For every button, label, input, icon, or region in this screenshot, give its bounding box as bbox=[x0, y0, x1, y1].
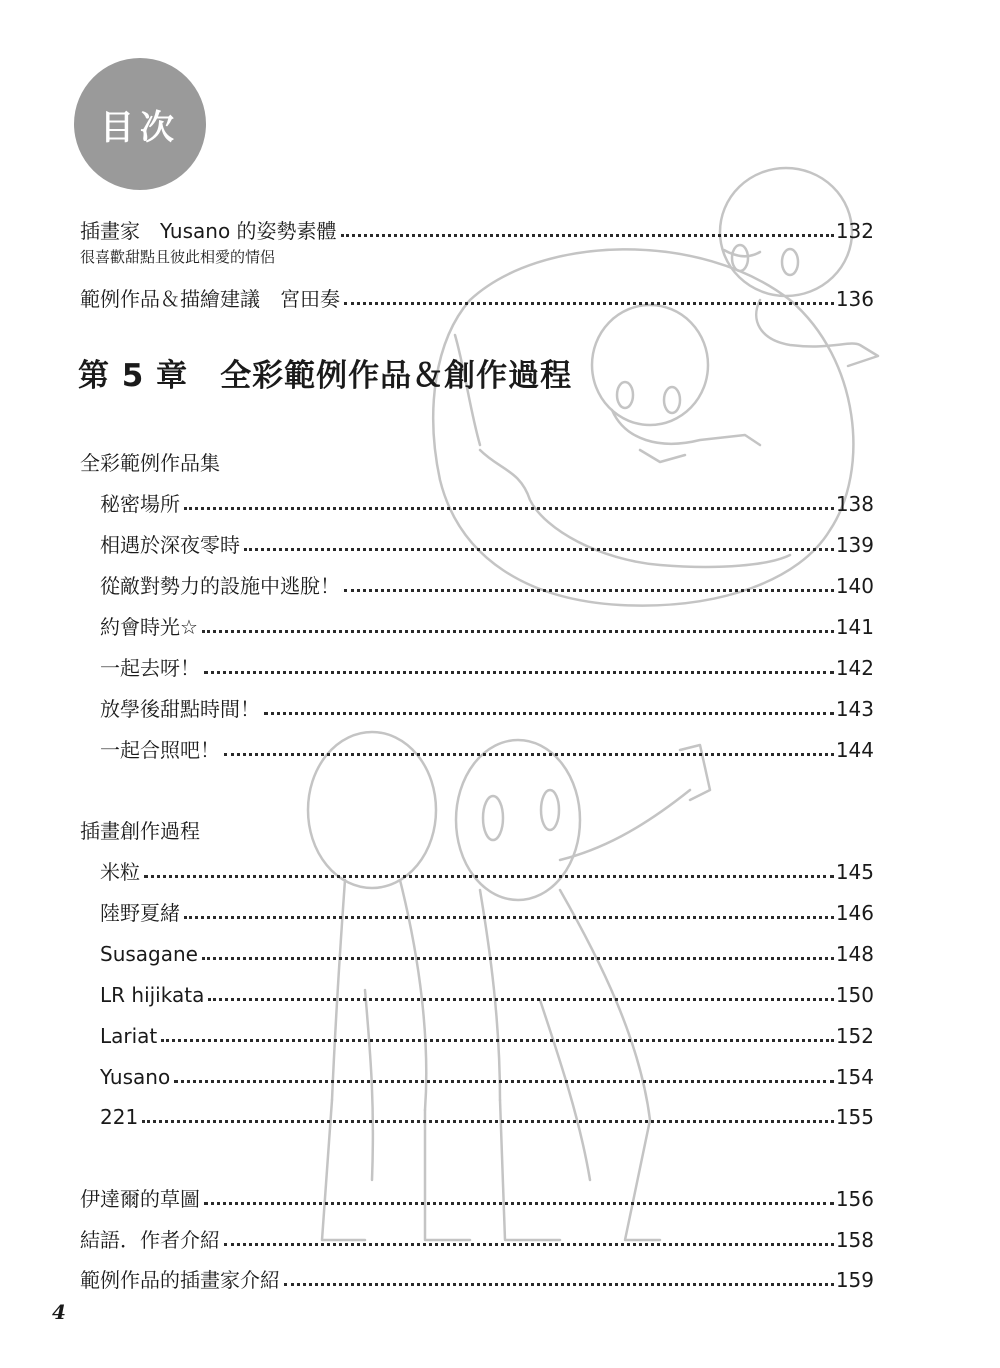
toc-entry-title: Lariat bbox=[100, 1024, 158, 1048]
chapter-heading: 第 5 章 全彩範例作品＆創作過程 bbox=[78, 358, 573, 394]
toc-entry-title: 相遇於深夜零時 bbox=[100, 533, 240, 557]
toc-entry-page: 152 bbox=[835, 1024, 874, 1048]
dot-leader bbox=[341, 234, 834, 237]
toc-entry[interactable] bbox=[80, 212, 874, 244]
toc-entry-page: 154 bbox=[835, 1065, 874, 1089]
toc-entry[interactable] bbox=[100, 690, 874, 722]
dot-leader bbox=[208, 998, 833, 1001]
toc-entry-title: Susagane bbox=[100, 942, 198, 966]
toc-entry[interactable] bbox=[100, 853, 874, 885]
toc-entry-page: 139 bbox=[835, 533, 874, 557]
dot-leader bbox=[244, 548, 834, 551]
toc-entry-page: 145 bbox=[835, 860, 874, 884]
toc-entry-page: 136 bbox=[835, 287, 874, 311]
toc-entry-title: 約會時光☆ bbox=[100, 615, 198, 639]
toc-entry[interactable] bbox=[100, 1058, 874, 1090]
dot-leader bbox=[264, 712, 834, 715]
dot-leader bbox=[161, 1039, 834, 1042]
toc-entry-page: 140 bbox=[835, 574, 874, 598]
toc-entry[interactable] bbox=[80, 1180, 874, 1212]
toc-entry-page: 159 bbox=[835, 1268, 874, 1292]
toc-entry-title: 秘密場所 bbox=[100, 492, 180, 516]
dot-leader bbox=[284, 1283, 834, 1286]
toc-entry-page: 132 bbox=[835, 219, 874, 243]
dot-leader bbox=[344, 302, 834, 305]
toc-entry[interactable] bbox=[100, 976, 874, 1008]
toc-entry[interactable] bbox=[100, 526, 874, 558]
toc-entry[interactable] bbox=[80, 1261, 874, 1293]
toc-entry-page: 148 bbox=[835, 942, 874, 966]
toc-entry[interactable] bbox=[100, 567, 874, 599]
section-heading: 全彩範例作品集 bbox=[80, 451, 220, 475]
toc-entry[interactable] bbox=[80, 280, 874, 312]
dot-leader bbox=[204, 1202, 834, 1205]
dot-leader bbox=[184, 916, 834, 919]
toc-entry-title: 伊達爾的草圖 bbox=[80, 1187, 200, 1211]
toc-entry[interactable] bbox=[100, 731, 874, 763]
toc-entry-page: 138 bbox=[835, 492, 874, 516]
toc-entry-title: 結語．作者介紹 bbox=[80, 1228, 220, 1252]
dot-leader bbox=[174, 1080, 834, 1083]
toc-entry-title: 插畫家 Yusano 的姿勢素體 bbox=[80, 219, 337, 243]
toc-entry[interactable] bbox=[100, 1017, 874, 1049]
toc-entry-page: 142 bbox=[835, 656, 874, 680]
toc-entry-title: 陸野夏緒 bbox=[100, 901, 180, 925]
toc-entry-title: 一起去呀！ bbox=[100, 656, 200, 680]
toc-entry-page: 146 bbox=[835, 901, 874, 925]
toc-entry-page: 150 bbox=[835, 983, 874, 1007]
toc-entry-title: 221 bbox=[100, 1105, 139, 1129]
toc-entry-page: 141 bbox=[835, 615, 874, 639]
dot-leader bbox=[142, 1120, 834, 1123]
toc-entry-page: 144 bbox=[835, 738, 874, 762]
toc-entry[interactable] bbox=[100, 1098, 874, 1130]
toc-entry[interactable] bbox=[80, 1221, 874, 1253]
dot-leader bbox=[344, 589, 834, 592]
dot-leader bbox=[184, 507, 834, 510]
toc-entry-title: 範例作品＆描繪建議 宮田奏 bbox=[80, 287, 340, 311]
toc-entry-page: 156 bbox=[835, 1187, 874, 1211]
toc-entry-page: 143 bbox=[835, 697, 874, 721]
toc-caption: 很喜歡甜點且彼此相愛的情侶 bbox=[80, 248, 276, 266]
toc-entry-title: 米粒 bbox=[100, 860, 140, 884]
toc-entry-title: 放學後甜點時間！ bbox=[100, 697, 260, 721]
toc-entry-title: 一起合照吧！ bbox=[100, 738, 220, 762]
page-number: 4 bbox=[52, 1300, 66, 1324]
toc-entry-title: 範例作品的插畫家介紹 bbox=[80, 1268, 280, 1292]
dot-leader bbox=[144, 875, 834, 878]
dot-leader bbox=[202, 630, 834, 633]
toc-entry-title: Yusano bbox=[100, 1065, 171, 1089]
dot-leader bbox=[204, 671, 834, 674]
toc-badge: 目次 bbox=[74, 58, 206, 190]
toc-entry-page: 158 bbox=[835, 1228, 874, 1252]
toc-entry-page: 155 bbox=[835, 1105, 874, 1129]
toc-entry[interactable] bbox=[100, 894, 874, 926]
dot-leader bbox=[224, 753, 834, 756]
toc-entry-title: 從敵對勢力的設施中逃脫！ bbox=[100, 574, 340, 598]
toc-entry[interactable] bbox=[100, 935, 874, 967]
toc-entry[interactable] bbox=[100, 485, 874, 517]
toc-entry[interactable] bbox=[100, 649, 874, 681]
toc-entry[interactable] bbox=[100, 608, 874, 640]
dot-leader bbox=[224, 1243, 834, 1246]
toc-entry-title: LR hijikata bbox=[100, 983, 205, 1007]
dot-leader bbox=[202, 957, 834, 960]
section-heading: 插畫創作過程 bbox=[80, 819, 200, 843]
